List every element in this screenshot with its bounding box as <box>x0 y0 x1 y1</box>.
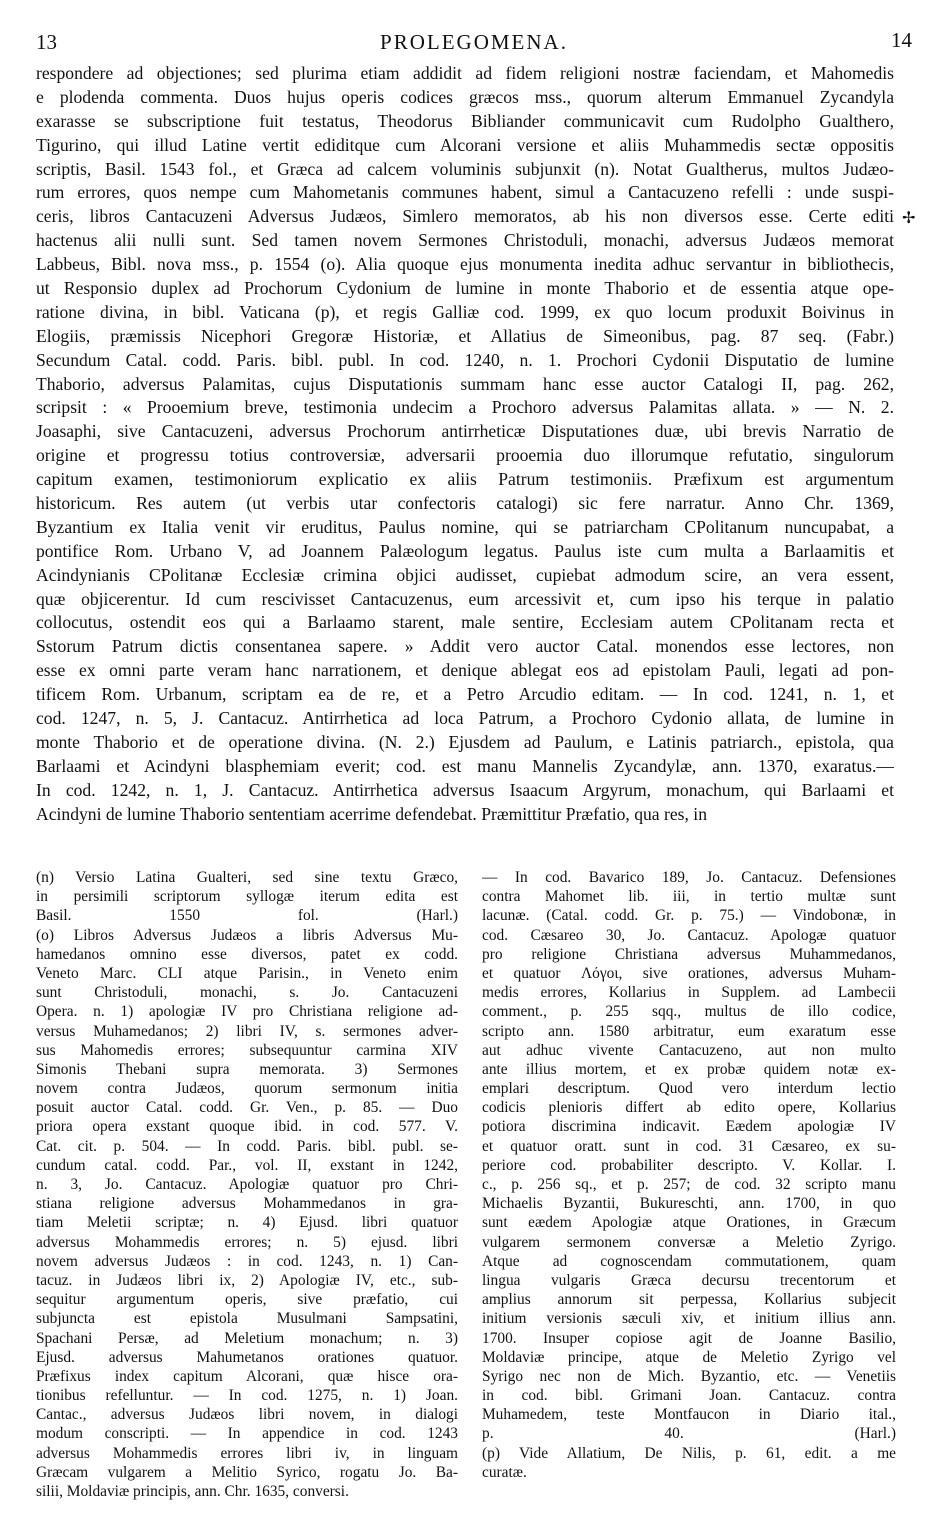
footnote-line: novem adversus Judæos : in cod. 1243, n. 1) Can- <box>36 1252 458 1270</box>
footnote-line: sunt Christoduli, monachi, s. Jo. Cantacuzeni <box>36 984 458 1002</box>
text-line: hactenus alii nulli sunt. Sed tamen novem Sermones Christoduli, monachi, adversus Judæos memorat <box>36 230 894 251</box>
footnote-line: aut adhuc vivente Cantacuzeno, aut non multo <box>482 1041 896 1059</box>
footnotes-right-column <box>482 868 896 1482</box>
text-line: rum errores, quos nempe cum Mahometanis communes habent, simul a Cantacuzeno refelli : unde suspi- <box>36 182 894 203</box>
footnotes-left-column <box>36 868 458 1501</box>
footnote-line: Atque ad cognoscendam commutationem, quam <box>482 1252 896 1270</box>
text-line: esse ex omni parte veram hanc narrationem, et denique ablegat eos ad epistolam Pauli, legati ad pon- <box>36 660 894 681</box>
footnote-line: c., p. 256 sq., et p. 257; de cod. 32 scripto manu <box>482 1176 896 1193</box>
page-number-right: 14 <box>891 28 912 52</box>
text-line: scripsit : « Prooemium breve, testimonia undecim a Prochoro adversus Palamitas allata. » — N. 2. <box>36 397 894 418</box>
footnote-line: comment., p. 255 sqq., multus de illo codice, <box>482 1003 896 1021</box>
footnote-line: Basil. 1550 fol. (Harl.) <box>36 907 458 925</box>
footnote-line: Ejusd. adversus Mahumetanos orationes quatuor. <box>36 1348 458 1366</box>
footnote-line: scripto ann. 1580 arbitratur, eum exaratum esse <box>482 1022 896 1040</box>
running-title: PROLEGOMENA. <box>380 30 568 54</box>
footnote-line: p. 40. (Harl.) <box>482 1425 896 1443</box>
text-line: tificem Rom. Urbanum, scriptam ea de re, et a Petro Arcudio editam. — In cod. 1241, n. 1, et <box>36 684 894 705</box>
footnote-line: Simonis Thebani supra memorata. 3) Sermones <box>36 1060 458 1078</box>
footnote-line: 1700. Insuper copiose agit de Joanne Basilio, <box>482 1329 896 1347</box>
footnote-line: stiana religione adversus Mohammedanos in gra- <box>36 1195 458 1213</box>
footnote-line: sequitur argumentum operis, sive præfatio, cui <box>36 1291 458 1309</box>
text-line: respondere ad objectiones; sed plurima etiam addidit ad fidem religioni nostræ faciendam, et Mahomedis <box>36 63 894 83</box>
text-line: Byzantium ex Italia venit vir eruditus, Paulus nomine, qui se patriarcham CPolitanum nuncupabat, a <box>36 516 894 537</box>
footnote-line: (n) Versio Latina Gualteri, sed sine textu Græco, <box>36 869 458 886</box>
footnote-line: versus Muhamedanos; 2) libri IV, s. sermones adver- <box>36 1022 458 1040</box>
text-line: Acindyni de lumine Thaborio sententiam acerrime defendebat. Præmittitur Præfatio, qua res, in <box>36 803 707 824</box>
text-line: historicum. Res autem (ut verbis utar confectoris catalogi) sic fere narratur. Anno Chr. 1369, <box>36 493 894 514</box>
footnote-line: subjuncta est epistola Musulmani Sampsatini, <box>36 1310 458 1328</box>
footnote-line: periore cod. probabiliter descripto. V. Kollar. I. <box>482 1156 896 1174</box>
footnote-line: silii, Moldaviæ principis, ann. Chr. 1635, conversi. <box>36 1483 349 1500</box>
footnote-line: posuit auctor Catal. codd. Gr. Ven., p. 85. — Duo <box>36 1099 458 1117</box>
text-line: Secundum Catal. codd. Paris. bibl. publ. In cod. 1240, n. 1. Prochori Cydonii Disputatio de lumine <box>36 349 894 370</box>
footnote-line: (p) Vide Allatium, De Nilis, p. 61, edit. a me <box>482 1444 896 1462</box>
footnote-line: Græcam vulgarem a Melitio Syrico, rogatu Jo. Ba- <box>36 1463 458 1481</box>
footnote-line: tacuz. in Judæos libri ix, 2) Apologiæ IV, etc., sub- <box>36 1271 458 1289</box>
footnote-line: sunt eædem Apologiæ atque Orationes, in Græcum <box>482 1214 896 1232</box>
text-line: cod. 1247, n. 5, J. Cantacuz. Antirrhetica ad loca Patrum, a Prochoro Cydonio allata, de lumine in <box>36 708 894 729</box>
footnote-line: adversus Mohammedis errores libri iv, in linguam <box>36 1444 458 1462</box>
footnote-line: et quatuor Λόγοι, sive orationes, adversus Muham- <box>482 964 896 982</box>
text-line: collocutus, ostendit eos qui a Barlaamo starent, male sentire, Ecclesiam autem CPolitanam recta et <box>36 612 894 633</box>
page-header <box>36 28 912 58</box>
footnote-line: Spachani Persæ, ad Meletium monachum; n. 3) <box>36 1329 458 1347</box>
page-number-left: 13 <box>36 30 57 54</box>
footnote-line: codicis plenioris differt ab edito opere, Kollarius <box>482 1099 896 1117</box>
footnote-line: ante illius mortem, et ex probæ quidem notæ ex- <box>482 1060 896 1078</box>
footnote-line: contra Mahomet lib. iii, in tertio multæ sunt <box>482 888 896 906</box>
footnote-line: Cantac., adversus Judæos libri novem, in dialogi <box>36 1406 458 1424</box>
text-line: exarasse se subscriptione fuit testatus, Theodorus Bibliander communicavit cum Rudolpho Gualthero, <box>36 110 894 131</box>
footnote-line: cod. Cæsareo 30, Jo. Cantacuz. Apologæ quatuor <box>482 926 896 944</box>
footnote-line: Veneto Marc. CLI atque Parisin., in Veneto enim <box>36 964 458 982</box>
footnote-line: in persimili scriptorum syllogæ iterum edita est <box>36 888 458 906</box>
footnote-line: medis errores, Kollarius in Supplem. ad Lambecii <box>482 984 896 1002</box>
footnote-line: tionibus refelluntur. — In cod. 1275, n. 1) Joan. <box>36 1387 458 1405</box>
text-line: ratione divina, in bibl. Vaticana (p), et regis Galliæ cod. 1999, ex quo locum produxit Boivinus in <box>36 301 894 322</box>
text-line: pontifice Rom. Urbano V, ad Joannem Palæologum legatus. Paulus iste cum multa a Barlaamitis et <box>36 540 894 561</box>
footnote-line: lacunæ. (Catal. codd. Gr. p. 75.) — Vindobonæ, in <box>482 907 896 925</box>
text-line: quæ objicerentur. Id cum rescivisset Cantacuzenus, eum arcessivit et, cum ipso his terque in palatio <box>36 588 894 609</box>
footnote-line: et quatuor oratt. sunt in cod. 31 Cæsareo, ex su- <box>482 1137 896 1155</box>
footnote-line: modum conscripti. — In appendice in cod. 1243 <box>36 1425 458 1443</box>
text-line: ut Responsio duplex ad Prochorum Cydonium de lumine in monte Thaborio et de essentia atque ope- <box>36 278 894 299</box>
footnote-line: n. 3, Jo. Cantacuz. Apologiæ quatuor pro Chri- <box>36 1176 458 1193</box>
footnote-line: curatæ. <box>482 1463 527 1481</box>
text-line: Sstorum Patrum dictis consentanea sapere. » Addit vero auctor Catal. monendos esse lectores, non <box>36 636 894 657</box>
footnote-line: vulgarem sermonem conversæ a Meletio Zyrigo. <box>482 1233 896 1251</box>
text-line: Joasaphi, sive Cantacuzeni, adversus Prochorum antirrheticæ Disputationes duæ, ubi brevis Narratio de <box>36 421 894 442</box>
text-line: capitum examen, testimoniorum explicatio ex aliis Patrum testimoniis. Præfixum est argumentum <box>36 469 894 490</box>
text-line: Thaborio, adversus Palamitas, cujus Disputationis summam hanc esse auctor Catalogi II, pag. 262, <box>36 373 894 394</box>
footnote-line: Cat. cit. p. 504. — In codd. Paris. bibl. publ. se- <box>36 1137 458 1155</box>
footnote-line: adversus Mohammedis errores; n. 5) ejusd. libri <box>36 1233 458 1251</box>
main-text-block <box>36 62 894 827</box>
text-line: Elogiis, præmissis Nicephori Gregoræ Historiæ, et Allatius de Simeonibus, pag. 87 seq. (Fabr.) <box>36 325 894 346</box>
text-line: ceris, libros Cantacuzeni Adversus Judæos, Simlero memoratos, ab his non diversos esse. Certe editi <box>36 206 894 227</box>
footnote-line: cundum catal. codd. Par., vol. II, exstant in 1242, <box>36 1156 458 1174</box>
footnote-line: in cod. bibl. Grimani Joan. Cantacuz. contra <box>482 1387 896 1405</box>
text-line: Tigurino, qui illud Latine vertit ediditque cum Alcorani versione et aliis Muhammedis sectæ oppositis <box>36 134 894 155</box>
footnote-line: novem contra Judæos, quorum sermonum initia <box>36 1080 458 1098</box>
text-line: e plodenda commenta. Duos hujus operis codices græcos mss., quorum alterum Emmanuel Zycandyla <box>36 86 894 107</box>
footnote-line: sus Mahomedis errores; subsequuntur carmina XIV <box>36 1041 458 1059</box>
footnote-line: amplius annorum sit perpessa, Kollarius subjecit <box>482 1291 896 1309</box>
footnote-line: (o) Libros Adversus Judæos a libris Adversus Mu- <box>36 926 458 944</box>
footnote-line: priora opera exstant quoque ibid. in cod. 577. V. <box>36 1118 458 1136</box>
margin-mark: ✢ <box>902 210 916 227</box>
footnote-line: initium versionis sæculi xiv, et initium illius ann. <box>482 1310 896 1328</box>
footnote-line: Opera. n. 1) apologiæ IV pro Christiana religione ad- <box>36 1003 458 1021</box>
text-line: scriptis, Basil. 1543 fol., et Græca ad calcem voluminis subjunxit (n). Notat Gualtherus, multos Judæo- <box>36 158 894 179</box>
footnote-line: Michaelis Byzantii, Bukureschti, ann. 1700, in quo <box>482 1195 896 1213</box>
footnote-line: Moldaviæ principe, atque de Meletio Zyrigo vel <box>482 1348 896 1366</box>
footnote-line: tiam Meletii scriptæ; n. 4) Ejusd. libri quatuor <box>36 1214 458 1232</box>
footnote-line: hamedanos omnino esse diversos, patet ex codd. <box>36 945 458 963</box>
text-line: Acindynianis CPolitanæ Ecclesiæ crimina objici audisset, cupiebat admodum scire, an vera essent, <box>36 564 894 585</box>
footnote-line: Muhamedem, teste Montfaucon in Diario ital., <box>482 1406 896 1424</box>
footnote-line: lingua vulgaris Græca decursu trecentorum et <box>482 1271 896 1289</box>
text-line: monte Thaborio et de operatione divina. (N. 2.) Ejusdem ad Paulum, e Latinis patriarch., epistola, qua <box>36 731 894 752</box>
text-line: Labbeus, Bibl. nova mss., p. 1554 (o). Alia quoque ejus monumenta inedita adhuc servantur in bibliothecis, <box>36 254 894 275</box>
footnote-line: Præfixus index capitum Alcorani, quæ hisce ora- <box>36 1367 458 1385</box>
footnote-line: potiora discrimina indicavit. Eædem apologiæ IV <box>482 1118 896 1136</box>
text-line: origine et progressu totius controversiæ, adversarii prooemia duo illorumque refutatio, singulorum <box>36 445 894 466</box>
text-line: Barlaami et Acindyni blasphemiam everit; cod. est manu Mannelis Zycandylæ, ann. 1370, exaratus.— <box>36 755 894 776</box>
text-line: In cod. 1242, n. 1, J. Cantacuz. Antirrhetica adversus Isaacum Argyrum, monachum, qui Barlaami et <box>36 779 894 800</box>
footnote-line: emplari descriptum. Quod vero interdum lectio <box>482 1080 896 1098</box>
footnote-line: — In cod. Bavarico 189, Jo. Cantacuz. Defensiones <box>482 869 896 886</box>
footnote-line: pro religione Christiana adversus Muhammedanos, <box>482 945 896 963</box>
footnote-line: Syrigo nec non de Mich. Byzantio, etc. — Venetiis <box>482 1367 896 1385</box>
